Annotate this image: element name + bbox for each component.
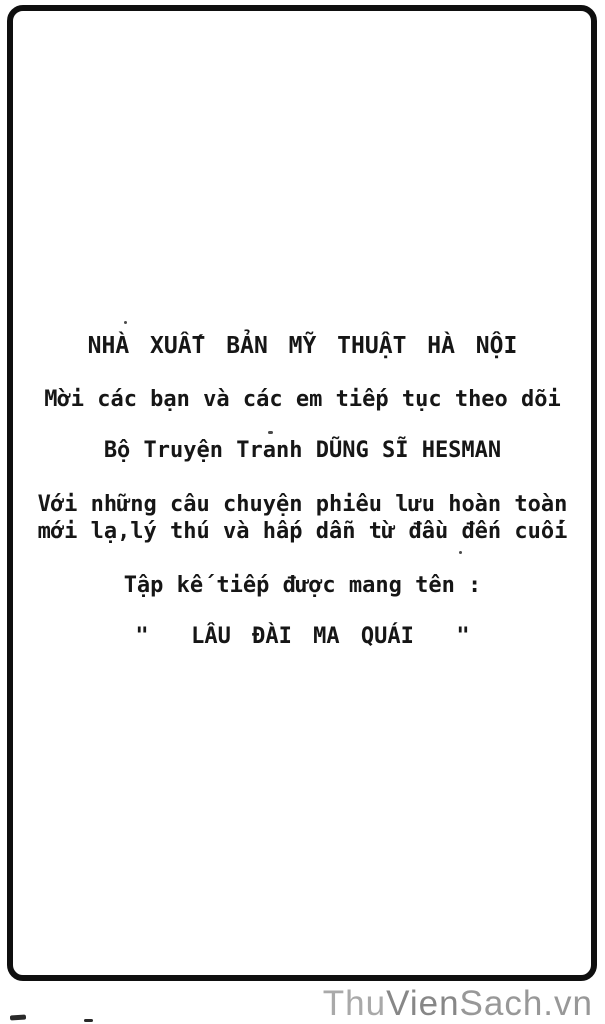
publisher-line: NHÀ XUẤT BẢN MỸ THUẬT HÀ NỘI — [87, 333, 518, 359]
next-volume-title: " LÂU ĐÀI MA QUÁI " — [135, 624, 470, 649]
scan-speckle — [459, 551, 462, 554]
next-volume-label: Tập kế tiếp được mang tên : — [123, 573, 482, 598]
scan-speckle — [124, 321, 127, 324]
watermark-part-thu: Thu — [322, 984, 387, 1023]
watermark-part-sach-vn: Sach.vn — [459, 984, 593, 1023]
site-watermark — [323, 984, 593, 1024]
description-line-2: mới lạ,lý thú và hấp dẫn từ đầu đến cuối — [37, 519, 568, 544]
scan-speckle — [268, 431, 273, 434]
watermark-part-vien: Vien — [386, 984, 460, 1023]
scan-speckle — [10, 1014, 26, 1020]
scan-speckle — [84, 1019, 93, 1022]
description-line-1: Với những câu chuyện phiêu lưu hoàn toàn — [37, 492, 568, 517]
series-title-line: Bộ Truyện Tranh DŨNG SĨ HESMAN — [103, 438, 502, 463]
invite-line: Mời các bạn và các em tiếp tục theo dõi — [44, 387, 561, 412]
